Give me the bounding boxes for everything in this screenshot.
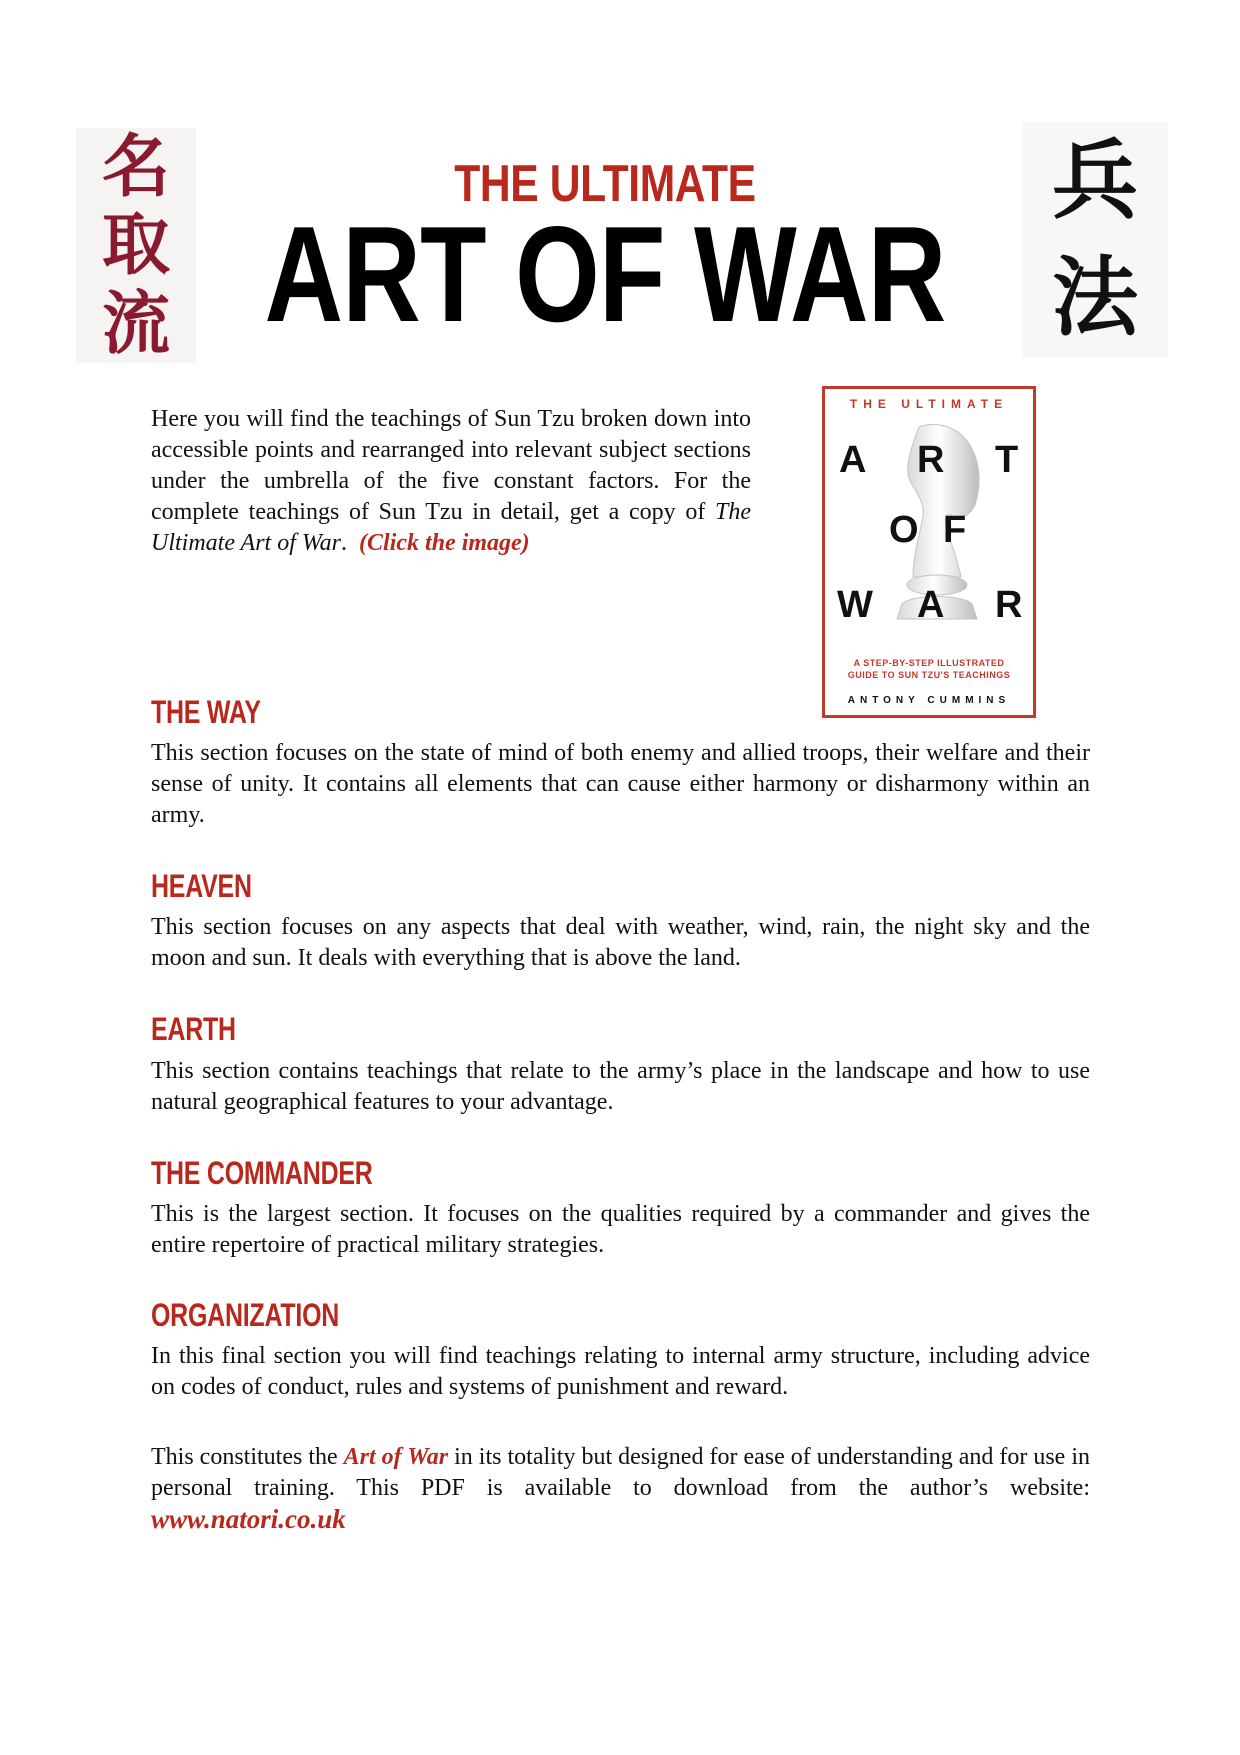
- cover-letter: R: [995, 584, 1023, 626]
- section-body-earth: This section contains teachings that relate to the army’s place in the landscape and how to use natural geographical features to your advantage.: [151, 1058, 1090, 1115]
- section-body-the-way: This section focuses on the state of mind of both enemy and allied troops, their welfare and their sense of unity. It contains all elements that can cause either harmony or disharmony within an army.: [151, 740, 1090, 828]
- cover-letter: A: [917, 584, 945, 626]
- section-body-the-commander: This is the largest section. It focuses on the qualities required by a commander and gives the entire repertoire of practical military strategies.: [151, 1201, 1090, 1258]
- right-calligraphy-char: 法: [1052, 247, 1138, 349]
- intro-text: Here you will find the teachings of Sun Tzu broken down into accessible points and rearranged into relevant subject sections under the umbrella of the five constant factors. For the complete teachings of Sun Tzu in detail, get a copy of: [151, 406, 751, 525]
- left-calligraphy-char: 名: [101, 127, 170, 208]
- cover-top-text: THE ULTIMATE: [849, 397, 1009, 411]
- click-image-link[interactable]: (Click the image): [359, 530, 530, 556]
- section-body-heaven: This section focuses on any aspects that deal with weather, wind, rain, the night sky and the moon and sun. It deals with everything that is above the land.: [151, 914, 1090, 971]
- intro-book-title: The Ultimate Art of War: [151, 499, 751, 556]
- cover-subtitle-line: A STEP-BY-STEP ILLUSTRATED: [853, 658, 1005, 668]
- cover-subtitle: [825, 657, 1033, 681]
- right-calligraphy-char: 兵: [1052, 129, 1138, 231]
- closing-text-before: This constitutes the: [151, 1444, 344, 1470]
- closing-paragraph: [151, 1442, 1090, 1537]
- section-heading-the-way: THE WAY: [151, 694, 261, 730]
- closing-highlight: Art of War: [343, 1444, 449, 1470]
- left-calligraphy-char: 流: [101, 283, 170, 364]
- cover-subtitle-line: GUIDE TO SUN TZU'S TEACHINGS: [847, 670, 1011, 680]
- section-heading-heaven: HEAVEN: [151, 868, 252, 904]
- cover-letter: T: [995, 439, 1019, 481]
- cover-letter: O: [889, 509, 919, 551]
- cover-letter: R: [917, 439, 945, 481]
- closing-text-after: in its totality but designed for ease of understanding and for use in personal training. This PDF is available to download from the author’s website:: [151, 1444, 1090, 1501]
- section-heading-the-commander: THE COMMANDER: [151, 1155, 373, 1191]
- website-link[interactable]: www.natori.co.uk: [151, 1504, 346, 1534]
- book-cover-image[interactable]: [822, 386, 1036, 718]
- cover-letter: A: [839, 439, 867, 481]
- intro-paragraph: [151, 404, 751, 559]
- section-body-organization: In this final section you will find teachings relating to internal army structure, including advice on codes of conduct, rules and systems of punishment and reward.: [151, 1343, 1090, 1400]
- page-title: ART OF WAR: [264, 198, 946, 350]
- left-calligraphy-char: 取: [101, 205, 170, 286]
- cover-letter: W: [837, 584, 873, 626]
- title-kicker: THE ULTIMATE: [454, 155, 756, 213]
- section-heading-organization: ORGANIZATION: [151, 1297, 340, 1333]
- intro-period: .: [341, 530, 348, 556]
- section-heading-earth: EARTH: [151, 1011, 236, 1047]
- cover-letter: F: [943, 509, 967, 551]
- cover-author: ANTONY CUMMINS: [847, 695, 1011, 706]
